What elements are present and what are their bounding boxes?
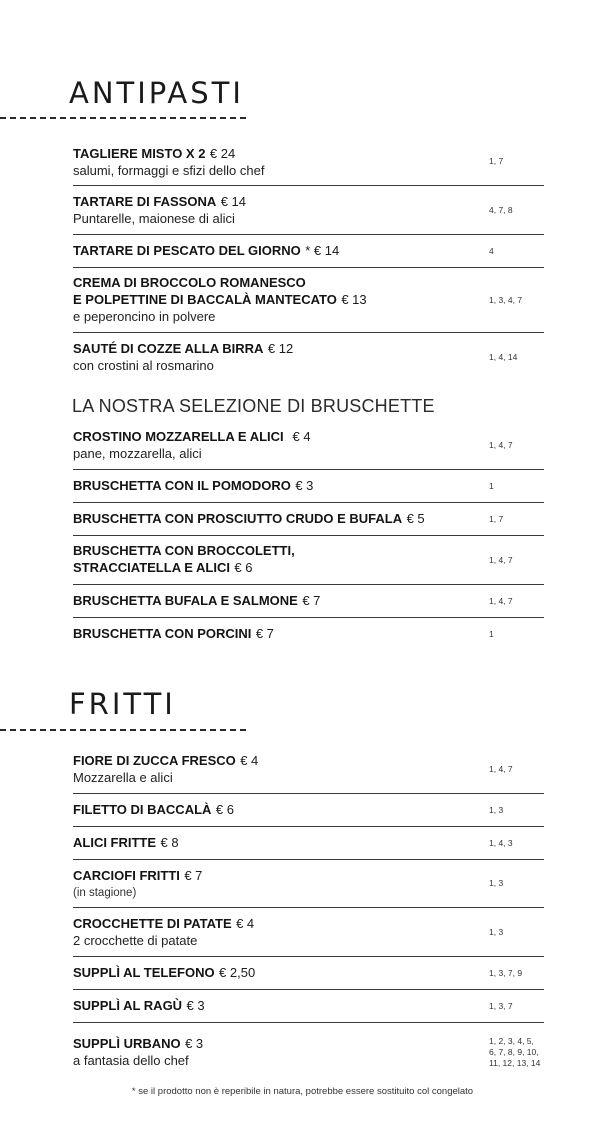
- menu-item: [73, 470, 544, 503]
- item-price: € 7: [255, 626, 274, 641]
- menu-item: [73, 794, 544, 827]
- item-price: € 4: [236, 916, 255, 931]
- menu-item: [73, 745, 544, 794]
- item-name: BRUSCHETTA CON PROSCIUTTO CRUDO E BUFALA: [73, 511, 403, 526]
- item-price: * € 14: [305, 243, 340, 258]
- item-price: € 7: [184, 867, 203, 883]
- item-price: € 13: [341, 292, 367, 307]
- footnote: * se il prodotto non è reperibile in natura, potrebbe essere sostituito col congelato: [131, 1086, 474, 1097]
- item-name: ALICI FRITTE: [73, 835, 157, 850]
- section-title-antipasti: ANTIPASTI: [69, 76, 244, 110]
- menu-item: [73, 138, 544, 186]
- item-allergens: 1, 3: [489, 804, 504, 815]
- item-allergens: 4: [489, 245, 494, 256]
- item-price: € 5: [406, 511, 425, 526]
- item-description: pane, mozzarella, alici: [73, 446, 202, 461]
- menu-item: [73, 1026, 544, 1078]
- menu-item: [73, 186, 544, 235]
- item-name: SUPPLÌ URBANO: [73, 1036, 181, 1051]
- item-price: € 4: [292, 429, 311, 444]
- item-name: FILETTO DI BACCALÀ: [73, 802, 212, 817]
- item-allergens: 1, 3, 4, 7: [489, 294, 523, 305]
- item-name: SAUTÉ DI COZZE ALLA BIRRA: [73, 341, 264, 356]
- item-name: BRUSCHETTA BUFALA E SALMONE: [73, 593, 298, 608]
- item-allergens: 1, 3: [489, 878, 504, 888]
- item-price: € 14: [220, 194, 247, 209]
- bruschette-heading: LA NOSTRA SELEZIONE DI BRUSCHETTE: [72, 396, 435, 416]
- item-allergens: 1, 7: [489, 513, 504, 524]
- item-price: € 24: [209, 145, 236, 161]
- item-price: € 4: [240, 753, 259, 768]
- item-price: € 3: [295, 478, 314, 493]
- item-price: € 6: [215, 802, 234, 817]
- item-name: CARCIOFI FRITTI: [73, 867, 180, 883]
- item-price: € 2,50: [219, 965, 256, 980]
- item-name: BRUSCHETTA CON IL POMODORO: [73, 478, 291, 493]
- item-name: CROCCHETTE DI PATATE: [73, 916, 232, 931]
- menu-item: [73, 536, 544, 585]
- menu-item: [73, 235, 544, 268]
- item-allergens: 1, 4, 7: [489, 763, 513, 774]
- item-name: SUPPLÌ AL RAGÙ: [73, 998, 183, 1013]
- item-name-line1: BRUSCHETTA CON BROCCOLETTI,: [73, 543, 295, 558]
- item-description: Puntarelle, maionese di alici: [73, 211, 235, 226]
- menu-item: [73, 618, 544, 650]
- item-name: SUPPLÌ AL TELEFONO: [73, 965, 215, 980]
- item-name-line2: STRACCIATELLA E ALICI: [73, 560, 230, 575]
- item-allergens: 1, 4, 7: [489, 554, 513, 565]
- item-allergens: 1, 2, 3, 4, 5, 6, 7, 8, 9, 10, 11, 12, 13, 14: [489, 1035, 541, 1068]
- item-name-line2: E POLPETTINE DI BACCALÀ MANTECATO: [73, 292, 337, 307]
- item-description: e peperoncino in polvere: [73, 309, 216, 324]
- item-description: Mozzarella e alici: [73, 770, 173, 785]
- item-allergens: 1, 4, 7: [489, 439, 513, 450]
- item-allergens: 1, 4, 3: [489, 837, 513, 848]
- menu-item: [73, 827, 544, 860]
- menu-item: [73, 421, 544, 470]
- item-allergens: 1, 3: [489, 926, 504, 937]
- menu-item: [73, 908, 544, 957]
- item-description: 2 crocchette di patate: [73, 933, 198, 948]
- menu-item: [73, 957, 544, 990]
- item-name: TARTARE DI FASSONA: [73, 194, 217, 209]
- menu-item: [73, 990, 544, 1023]
- item-description: salumi, formaggi e sfizi dello chef: [73, 162, 265, 178]
- item-description: con crostini al rosmarino: [73, 358, 214, 373]
- item-name: TARTARE DI PESCATO DEL GIORNO: [73, 243, 301, 258]
- dashed-divider: [0, 117, 246, 119]
- item-allergens: 1, 4, 7: [489, 595, 513, 606]
- menu-item: [73, 268, 544, 333]
- dashed-divider: [0, 729, 246, 731]
- item-description: a fantasia dello chef: [73, 1053, 189, 1068]
- item-name: FIORE DI ZUCCA FRESCO: [73, 753, 236, 768]
- item-price: € 7: [302, 593, 321, 608]
- item-name: TAGLIERE MISTO X 2: [73, 145, 206, 161]
- item-name: CROSTINO MOZZARELLA E ALICI: [73, 429, 284, 444]
- item-name-line1: CREMA DI BROCCOLO ROMANESCO: [73, 275, 306, 290]
- menu-item: [73, 333, 544, 381]
- menu-item: [73, 860, 544, 908]
- item-allergens: 1, 3, 7, 9: [489, 967, 523, 978]
- item-allergens: 1: [489, 628, 494, 639]
- item-allergens: 1: [489, 480, 494, 491]
- item-name: BRUSCHETTA CON PORCINI: [73, 626, 252, 641]
- item-allergens: 1, 3, 7: [489, 1000, 513, 1011]
- item-allergens: 1, 4, 14: [489, 351, 518, 362]
- item-allergens: 1, 7: [489, 156, 504, 166]
- item-price: € 3: [185, 1036, 204, 1051]
- item-price: € 3: [186, 998, 205, 1013]
- item-price: € 12: [267, 341, 294, 356]
- item-price: € 8: [160, 835, 179, 850]
- menu-item: [73, 503, 544, 536]
- menu-item: [73, 585, 544, 618]
- item-price: € 6: [234, 560, 253, 575]
- section-title-fritti: FRITTI: [69, 687, 176, 721]
- item-allergens: 4, 7, 8: [489, 204, 513, 215]
- item-description: (in stagione): [73, 886, 137, 899]
